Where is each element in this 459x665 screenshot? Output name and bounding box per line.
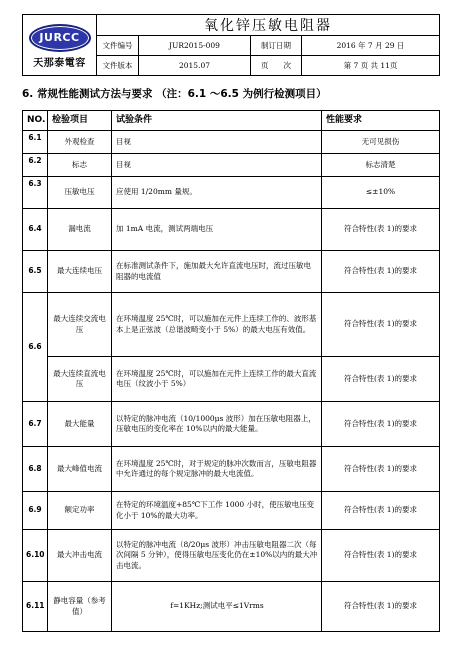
row-req: 符合特性(表 1)的要求 <box>322 447 440 492</box>
table-row <box>23 582 440 632</box>
row-cond: 在环境温度 25℃时，可以施加在元件上连续工作的、波形基本上是正弦波（总谐波畸变小于 5%）的最大电压有效值。 <box>112 293 322 357</box>
row-cond: 以特定的脉冲电流（8/20μs 波形）冲击压敏电阻器二次（每次间隔 5 分钟），使得压敏电压变化仍在±10%以内的最大冲击电流。 <box>112 530 322 582</box>
row-req: 符合特性(表 1)的要求 <box>322 357 440 402</box>
table-row <box>23 492 440 530</box>
document-header <box>22 14 440 76</box>
row-no: 6.4 <box>23 209 48 251</box>
table-row <box>23 251 440 293</box>
table-row <box>23 177 440 209</box>
row-cond: 在特定的环境温度+85℃下工作 1000 小时，使压敏电压变化小于 10%的最大功率。 <box>112 492 322 530</box>
header-item: 检验项目 <box>48 111 112 131</box>
section-title: 6. 常规性能测试方法与要求 （注：6.1 ～6.5 为例行检测项目） <box>22 88 327 100</box>
row-cond: 在环境温度 25℃时，对于规定的脉冲次数而言，压敏电阻器中允许通过的每个规定脉冲的最大电流值。 <box>112 447 322 492</box>
document-title: 氧化锌压敏电阻器 <box>97 15 440 36</box>
row-item: 静电容量（参考值） <box>48 582 112 632</box>
row-req: 符合特性(表 1)的要求 <box>322 293 440 357</box>
row-cond: 在环境温度 25℃时，可以施加在元件上连续工作的最大直流电压（纹波小于 5%） <box>112 357 322 402</box>
table-row <box>23 293 440 357</box>
table-row <box>23 131 440 154</box>
row-no: 6.11 <box>23 582 48 632</box>
header-cond: 试验条件 <box>112 111 322 131</box>
rev-date-label: 制订日期 <box>251 36 302 56</box>
row-item: 最大冲击电流 <box>48 530 112 582</box>
table-row <box>23 209 440 251</box>
row-cond: 目视 <box>112 131 322 154</box>
test-method-table <box>22 110 440 632</box>
row-req: 符合特性(表 1)的要求 <box>322 209 440 251</box>
row-no: 6.1 <box>23 131 48 154</box>
logo-mark: JURCC <box>29 24 91 52</box>
row-item: 漏电流 <box>48 209 112 251</box>
row-req: 符合特性(表 1)的要求 <box>322 251 440 293</box>
row-no: 6.6 <box>23 293 48 402</box>
header-no: NO. <box>23 111 48 131</box>
version-label: 文件版本 <box>97 56 139 76</box>
row-item: 额定功率 <box>48 492 112 530</box>
row-cond: 以特定的脉冲电流（10/1000μs 波形）加在压敏电阻器上，压敏电压的变化率在 10%以内的最大能量。 <box>112 402 322 447</box>
row-item: 最大峰值电流 <box>48 447 112 492</box>
row-req: 符合特性(表 1)的要求 <box>322 492 440 530</box>
row-cond: 应使用 1/20mm 量规。 <box>112 177 322 209</box>
page-label: 页 次 <box>251 56 302 76</box>
row-no: 6.10 <box>23 530 48 582</box>
row-item: 最大能量 <box>48 402 112 447</box>
row-no: 6.8 <box>23 447 48 492</box>
header-req: 性能要求 <box>322 111 440 131</box>
row-no: 6.7 <box>23 402 48 447</box>
row-item: 最大连续电压 <box>48 251 112 293</box>
row-item: 外观检查 <box>48 131 112 154</box>
table-row <box>23 530 440 582</box>
row-cond: 在标准测试条件下，施加最大允许直流电压时，流过压敏电阻器的电流值 <box>112 251 322 293</box>
row-req: ≤±10% <box>322 177 440 209</box>
page-value: 第 7 页 共 11页 <box>302 56 440 76</box>
row-req: 符合特性(表 1)的要求 <box>322 582 440 632</box>
table-header-row <box>23 111 440 131</box>
table-row <box>23 402 440 447</box>
row-no: 6.9 <box>23 492 48 530</box>
row-item: 压敏电压 <box>48 177 112 209</box>
row-cond: 目视 <box>112 154 322 177</box>
row-req: 符合特性(表 1)的要求 <box>322 530 440 582</box>
row-no: 6.2 <box>23 154 48 177</box>
version-value: 2015.07 <box>139 56 251 76</box>
table-row <box>23 154 440 177</box>
row-cond: f=1KHz;测试电平≤1Vrms <box>112 582 322 632</box>
row-item: 最大连续直流电压 <box>48 357 112 402</box>
company-logo <box>23 15 97 76</box>
doc-no-label: 文件编号 <box>97 36 139 56</box>
row-no: 6.3 <box>23 177 48 209</box>
table-row <box>23 357 440 402</box>
company-name: 天那泰電容 <box>33 57 86 69</box>
rev-date-value: 2016 年 7 月 29 日 <box>302 36 440 56</box>
row-req: 标志清楚 <box>322 154 440 177</box>
row-req: 符合特性(表 1)的要求 <box>322 402 440 447</box>
table-row <box>23 447 440 492</box>
doc-no-value: JUR2015-009 <box>139 36 251 56</box>
row-item: 最大连续交流电压 <box>48 293 112 357</box>
row-item: 标志 <box>48 154 112 177</box>
row-cond: 加 1mA 电流，测试两端电压 <box>112 209 322 251</box>
row-no: 6.5 <box>23 251 48 293</box>
row-req: 无可见损伤 <box>322 131 440 154</box>
